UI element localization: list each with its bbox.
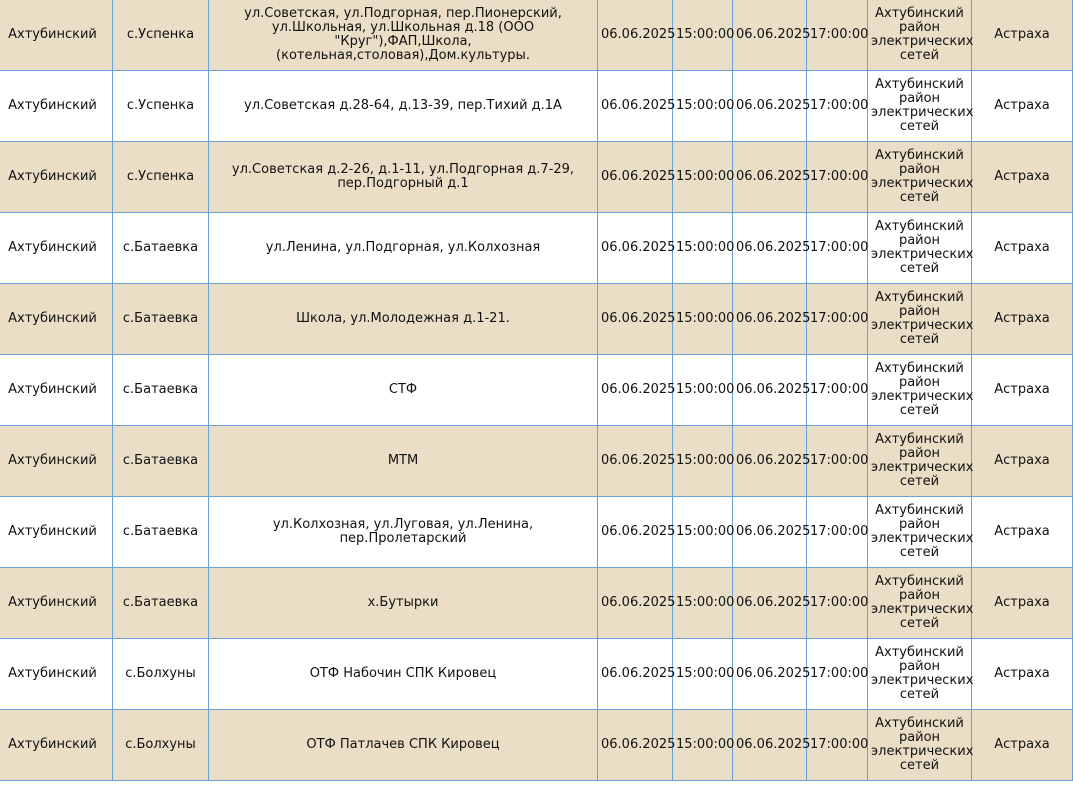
address-cell: ул.Советская д.2-26, д.1-11, ул.Подгорная д.7-29, пер.Подгорный д.1 <box>209 142 598 213</box>
region-cell: Ахтубинский <box>0 142 113 213</box>
network-cell: Ахтубинский район электрических сетей <box>868 639 972 710</box>
branch-cell: Астраха <box>972 710 1073 781</box>
start-time-cell: 15:00:00 <box>673 639 733 710</box>
branch-cell: Астраха <box>972 355 1073 426</box>
start-date-cell: 06.06.2025 <box>598 710 673 781</box>
locality-cell: с.Болхуны <box>113 639 209 710</box>
end-date-cell: 06.06.2025 <box>733 71 807 142</box>
start-date-cell: 06.06.2025 <box>598 355 673 426</box>
region-cell: Ахтубинский <box>0 0 113 71</box>
network-cell: Ахтубинский район электрических сетей <box>868 497 972 568</box>
table-row <box>0 142 1073 213</box>
locality-cell: с.Батаевка <box>113 568 209 639</box>
branch-cell: Астраха <box>972 639 1073 710</box>
start-date-cell: 06.06.2025 <box>598 284 673 355</box>
network-cell: Ахтубинский район электрических сетей <box>868 71 972 142</box>
branch-cell: Астраха <box>972 497 1073 568</box>
end-date-cell: 06.06.2025 <box>733 0 807 71</box>
start-date-cell: 06.06.2025 <box>598 426 673 497</box>
region-cell: Ахтубинский <box>0 710 113 781</box>
table-row <box>0 355 1073 426</box>
locality-cell: с.Успенка <box>113 0 209 71</box>
branch-cell: Астраха <box>972 284 1073 355</box>
start-date-cell: 06.06.2025 <box>598 639 673 710</box>
address-cell: ул.Ленина, ул.Подгорная, ул.Колхозная <box>209 213 598 284</box>
locality-cell: с.Успенка <box>113 142 209 213</box>
end-date-cell: 06.06.2025 <box>733 213 807 284</box>
start-time-cell: 15:00:00 <box>673 426 733 497</box>
end-time-cell: 17:00:00 <box>807 0 868 71</box>
end-date-cell: 06.06.2025 <box>733 426 807 497</box>
network-cell: Ахтубинский район электрических сетей <box>868 213 972 284</box>
end-date-cell: 06.06.2025 <box>733 284 807 355</box>
region-cell: Ахтубинский <box>0 426 113 497</box>
end-date-cell: 06.06.2025 <box>733 710 807 781</box>
branch-cell: Астраха <box>972 426 1073 497</box>
end-time-cell: 17:00:00 <box>807 355 868 426</box>
network-cell: Ахтубинский район электрических сетей <box>868 568 972 639</box>
network-cell: Ахтубинский район электрических сетей <box>868 284 972 355</box>
locality-cell: с.Батаевка <box>113 426 209 497</box>
region-cell: Ахтубинский <box>0 355 113 426</box>
end-date-cell: 06.06.2025 <box>733 568 807 639</box>
end-time-cell: 17:00:00 <box>807 142 868 213</box>
network-cell: Ахтубинский район электрических сетей <box>868 0 972 71</box>
start-date-cell: 06.06.2025 <box>598 213 673 284</box>
table-row <box>0 213 1073 284</box>
locality-cell: с.Батаевка <box>113 355 209 426</box>
region-cell: Ахтубинский <box>0 639 113 710</box>
start-time-cell: 15:00:00 <box>673 355 733 426</box>
address-cell: х.Бутырки <box>209 568 598 639</box>
table-row <box>0 426 1073 497</box>
start-time-cell: 15:00:00 <box>673 497 733 568</box>
address-cell: ОТФ Набочин СПК Кировец <box>209 639 598 710</box>
address-cell: ул.Советская д.28-64, д.13-39, пер.Тихий д.1А <box>209 71 598 142</box>
end-date-cell: 06.06.2025 <box>733 142 807 213</box>
address-cell: Школа, ул.Молодежная д.1-21. <box>209 284 598 355</box>
end-time-cell: 17:00:00 <box>807 284 868 355</box>
end-date-cell: 06.06.2025 <box>733 355 807 426</box>
locality-cell: с.Болхуны <box>113 710 209 781</box>
network-cell: Ахтубинский район электрических сетей <box>868 142 972 213</box>
end-date-cell: 06.06.2025 <box>733 497 807 568</box>
end-time-cell: 17:00:00 <box>807 426 868 497</box>
branch-cell: Астраха <box>972 0 1073 71</box>
start-time-cell: 15:00:00 <box>673 568 733 639</box>
start-time-cell: 15:00:00 <box>673 213 733 284</box>
table-row <box>0 568 1073 639</box>
region-cell: Ахтубинский <box>0 497 113 568</box>
table-row <box>0 639 1073 710</box>
region-cell: Ахтубинский <box>0 213 113 284</box>
table-row <box>0 497 1073 568</box>
table-row <box>0 71 1073 142</box>
locality-cell: с.Батаевка <box>113 284 209 355</box>
address-cell: ОТФ Патлачев СПК Кировец <box>209 710 598 781</box>
start-time-cell: 15:00:00 <box>673 284 733 355</box>
locality-cell: с.Успенка <box>113 71 209 142</box>
end-time-cell: 17:00:00 <box>807 710 868 781</box>
locality-cell: с.Батаевка <box>113 213 209 284</box>
address-cell: ул.Колхозная, ул.Луговая, ул.Ленина, пер.Пролетарский <box>209 497 598 568</box>
locality-cell: с.Батаевка <box>113 497 209 568</box>
network-cell: Ахтубинский район электрических сетей <box>868 426 972 497</box>
start-date-cell: 06.06.2025 <box>598 142 673 213</box>
address-cell: СТФ <box>209 355 598 426</box>
region-cell: Ахтубинский <box>0 71 113 142</box>
start-time-cell: 15:00:00 <box>673 710 733 781</box>
end-time-cell: 17:00:00 <box>807 639 868 710</box>
end-time-cell: 17:00:00 <box>807 497 868 568</box>
start-time-cell: 15:00:00 <box>673 142 733 213</box>
branch-cell: Астраха <box>972 71 1073 142</box>
start-time-cell: 15:00:00 <box>673 71 733 142</box>
region-cell: Ахтубинский <box>0 568 113 639</box>
start-date-cell: 06.06.2025 <box>598 71 673 142</box>
region-cell: Ахтубинский <box>0 284 113 355</box>
end-time-cell: 17:00:00 <box>807 213 868 284</box>
table-row <box>0 0 1073 71</box>
network-cell: Ахтубинский район электрических сетей <box>868 710 972 781</box>
branch-cell: Астраха <box>972 568 1073 639</box>
table-row <box>0 284 1073 355</box>
end-time-cell: 17:00:00 <box>807 71 868 142</box>
address-cell: ул.Советская, ул.Подгорная, пер.Пионерский, ул.Школьная, ул.Школьная д.18 (ООО "Круг"),ФАП,Школа, (котельная,столовая),Дом.культуры. <box>209 0 598 71</box>
end-time-cell: 17:00:00 <box>807 568 868 639</box>
start-date-cell: 06.06.2025 <box>598 568 673 639</box>
end-date-cell: 06.06.2025 <box>733 639 807 710</box>
branch-cell: Астраха <box>972 213 1073 284</box>
network-cell: Ахтубинский район электрических сетей <box>868 355 972 426</box>
start-date-cell: 06.06.2025 <box>598 0 673 71</box>
start-time-cell: 15:00:00 <box>673 0 733 71</box>
table-row <box>0 710 1073 781</box>
address-cell: МТМ <box>209 426 598 497</box>
start-date-cell: 06.06.2025 <box>598 497 673 568</box>
branch-cell: Астраха <box>972 142 1073 213</box>
